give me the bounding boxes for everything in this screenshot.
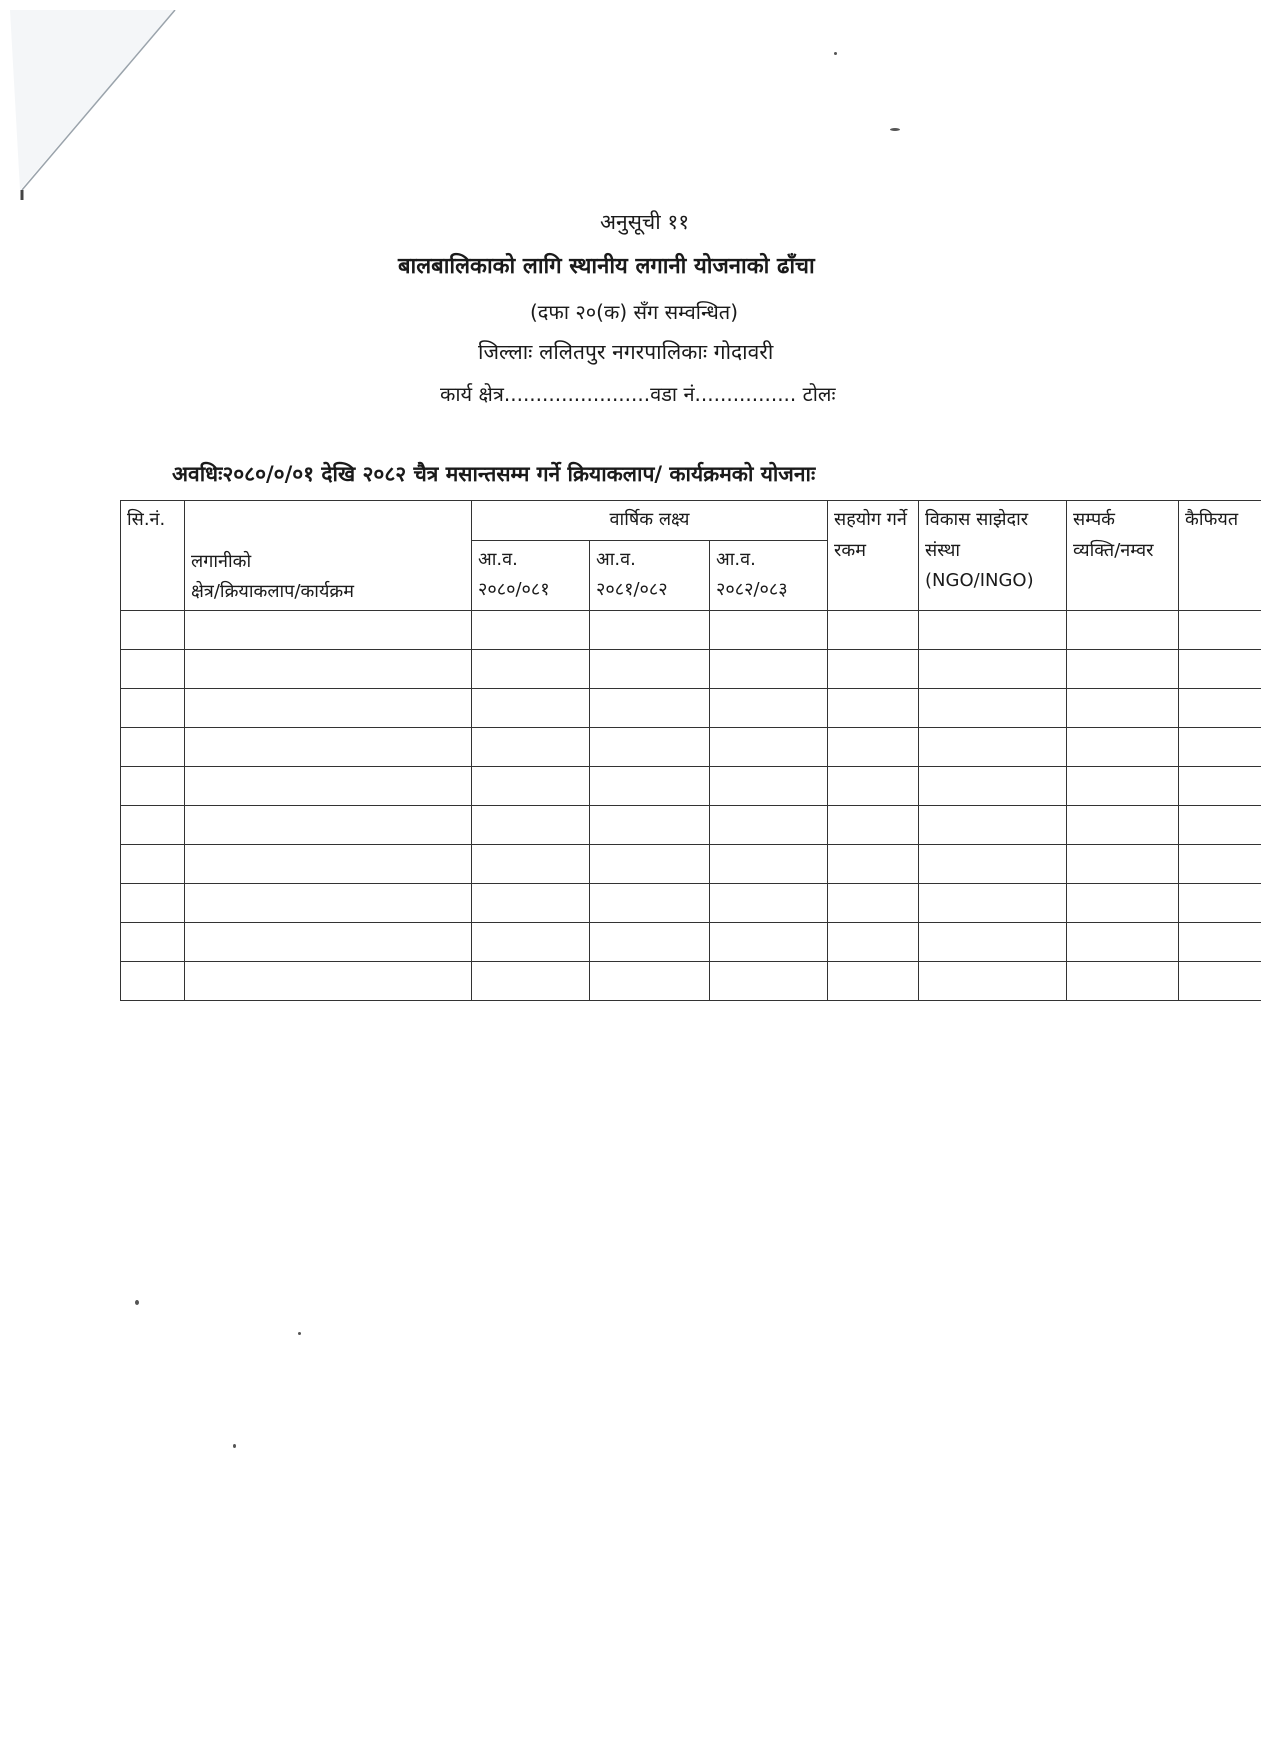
header-contact-line1: सम्पर्क <box>1073 509 1115 530</box>
scan-speck <box>890 128 900 131</box>
table-cell[interactable] <box>121 961 185 1000</box>
scan-fold-mark <box>10 10 180 200</box>
table-cell[interactable] <box>710 805 828 844</box>
table-cell[interactable] <box>472 805 590 844</box>
table-cell[interactable] <box>1067 883 1179 922</box>
section-reference: (दफा २०(क) सँग सम्वन्धित) <box>530 300 739 324</box>
table-cell[interactable] <box>1067 766 1179 805</box>
table-cell[interactable] <box>185 844 472 883</box>
table-cell[interactable] <box>590 727 710 766</box>
scan-speck <box>135 1300 139 1305</box>
fiscal-year-label: आ.व. <box>478 548 518 570</box>
table-cell[interactable] <box>710 649 828 688</box>
table-header-row <box>121 501 1261 541</box>
scan-speck <box>233 1444 236 1448</box>
document-title: बालबालिकाको लागि स्थानीय लगानी योजनाको ढाँचा <box>398 254 815 279</box>
table-cell[interactable] <box>121 883 185 922</box>
plan-heading: अवधिः२०८०/०/०१ देखि २०८२ चैत्र मसान्तसम्म गर्ने क्रियाकलाप/ कार्यक्रमको योजनाः <box>172 462 816 486</box>
table-cell[interactable] <box>828 766 919 805</box>
table-cell[interactable] <box>121 610 185 649</box>
table-cell[interactable] <box>472 610 590 649</box>
table-cell[interactable] <box>590 805 710 844</box>
table-cell[interactable] <box>919 610 1067 649</box>
table-cell[interactable] <box>1067 610 1179 649</box>
table-cell[interactable] <box>919 727 1067 766</box>
table-cell[interactable] <box>1179 922 1261 961</box>
fiscal-year-label: आ.व. <box>596 548 636 570</box>
table-cell[interactable] <box>828 805 919 844</box>
table-cell[interactable] <box>710 766 828 805</box>
table-cell[interactable] <box>590 649 710 688</box>
table-cell[interactable] <box>1179 649 1261 688</box>
table-cell[interactable] <box>1179 766 1261 805</box>
table-cell[interactable] <box>919 883 1067 922</box>
table-cell[interactable] <box>590 961 710 1000</box>
table-cell[interactable] <box>828 688 919 727</box>
location-line: जिल्लाः ललितपुर नगरपालिकाः गोदावरी <box>478 340 774 364</box>
table-cell[interactable] <box>472 649 590 688</box>
table-cell[interactable] <box>919 766 1067 805</box>
table-cell[interactable] <box>472 688 590 727</box>
fiscal-year-value: २०८२/०८३ <box>716 579 788 601</box>
table-cell[interactable] <box>919 844 1067 883</box>
table-cell[interactable] <box>710 727 828 766</box>
table-cell[interactable] <box>121 688 185 727</box>
table-cell[interactable] <box>710 922 828 961</box>
table-cell[interactable] <box>919 961 1067 1000</box>
header-partner-line1: विकास साझेदार <box>925 509 1029 530</box>
work-area-line: कार्य क्षेत्र.......................वडा नं................ टोलः <box>440 382 836 406</box>
table-cell[interactable] <box>1067 844 1179 883</box>
header-remarks: कैफियत <box>1179 501 1261 611</box>
table-cell[interactable] <box>1179 610 1261 649</box>
plan-table <box>120 500 1261 1001</box>
table-cell[interactable] <box>1067 961 1179 1000</box>
table-cell[interactable] <box>1179 805 1261 844</box>
table-cell[interactable] <box>121 649 185 688</box>
table-cell[interactable] <box>1067 688 1179 727</box>
table-row <box>121 727 1261 766</box>
header-partner-line3: (NGO/INGO) <box>925 570 1034 592</box>
schedule-number: अनुसूची ११ <box>600 210 690 234</box>
header-partner-line2: संस्था <box>925 539 961 561</box>
table-cell[interactable] <box>1179 961 1261 1000</box>
header-annual-target: वार्षिक लक्ष्य <box>472 501 828 541</box>
fiscal-year-value: २०८०/०८१ <box>478 579 550 601</box>
table-row <box>121 922 1261 961</box>
table-row <box>121 688 1261 727</box>
scan-speck <box>834 52 837 55</box>
table-row <box>121 844 1261 883</box>
header-contact-person <box>1067 501 1179 611</box>
table-cell[interactable] <box>472 883 590 922</box>
scan-speck <box>298 1332 301 1335</box>
table-cell[interactable] <box>710 610 828 649</box>
table-cell[interactable] <box>1179 844 1261 883</box>
table-cell[interactable] <box>472 961 590 1000</box>
table-cell[interactable] <box>919 688 1067 727</box>
table-cell[interactable] <box>1067 805 1179 844</box>
table-cell[interactable] <box>710 883 828 922</box>
header-investment-area <box>185 501 472 611</box>
table-cell[interactable] <box>710 844 828 883</box>
table-cell[interactable] <box>121 922 185 961</box>
table-cell[interactable] <box>590 922 710 961</box>
table-row <box>121 883 1261 922</box>
table-cell[interactable] <box>710 961 828 1000</box>
table-cell[interactable] <box>828 961 919 1000</box>
table-cell[interactable] <box>590 688 710 727</box>
table-cell[interactable] <box>710 688 828 727</box>
table-cell[interactable] <box>828 727 919 766</box>
table-cell[interactable] <box>185 727 472 766</box>
header-support-amount: सहयोग गर्ने रकम <box>828 501 919 611</box>
table-cell[interactable] <box>185 649 472 688</box>
table-row <box>121 961 1261 1000</box>
table-cell[interactable] <box>121 805 185 844</box>
table-cell[interactable] <box>919 922 1067 961</box>
header-development-partner <box>919 501 1067 611</box>
table-cell[interactable] <box>590 883 710 922</box>
table-cell[interactable] <box>185 805 472 844</box>
table-cell[interactable] <box>185 610 472 649</box>
fiscal-year-label: आ.व. <box>716 548 756 570</box>
header-serial-number: सि.नं. <box>121 501 185 611</box>
header-fiscal-year-1 <box>472 540 590 610</box>
table-cell[interactable] <box>1179 727 1261 766</box>
table-cell[interactable] <box>919 805 1067 844</box>
table-row <box>121 766 1261 805</box>
table-cell[interactable] <box>1067 649 1179 688</box>
table-row <box>121 805 1261 844</box>
table-cell[interactable] <box>185 961 472 1000</box>
table-cell[interactable] <box>1067 922 1179 961</box>
header-investment-area-line1: लगानीको <box>191 550 252 572</box>
header-investment-area-line2: क्षेत्र/क्रियाकलाप/कार्यक्रम <box>191 581 354 603</box>
table-row <box>121 649 1261 688</box>
table-cell[interactable] <box>590 610 710 649</box>
table-cell[interactable] <box>828 844 919 883</box>
table-cell[interactable] <box>1179 688 1261 727</box>
table-cell[interactable] <box>919 649 1067 688</box>
table-cell[interactable] <box>121 844 185 883</box>
table-cell[interactable] <box>828 922 919 961</box>
table-cell[interactable] <box>1067 727 1179 766</box>
table-cell[interactable] <box>472 766 590 805</box>
table-cell[interactable] <box>185 883 472 922</box>
table-cell[interactable] <box>828 610 919 649</box>
table-cell[interactable] <box>472 727 590 766</box>
table-row <box>121 610 1261 649</box>
table-cell[interactable] <box>185 688 472 727</box>
table-cell[interactable] <box>828 883 919 922</box>
table-cell[interactable] <box>185 922 472 961</box>
header-contact-line2: व्यक्ति/नम्वर <box>1073 539 1154 561</box>
table-cell[interactable] <box>828 649 919 688</box>
header-fiscal-year-2 <box>590 540 710 610</box>
table-cell[interactable] <box>590 844 710 883</box>
header-fiscal-year-3 <box>710 540 828 610</box>
table-cell[interactable] <box>121 727 185 766</box>
table-cell[interactable] <box>121 766 185 805</box>
table-cell[interactable] <box>590 766 710 805</box>
table-cell[interactable] <box>185 766 472 805</box>
table-cell[interactable] <box>1179 883 1261 922</box>
table-cell[interactable] <box>472 844 590 883</box>
table-cell[interactable] <box>472 922 590 961</box>
fiscal-year-value: २०८१/०८२ <box>596 579 668 601</box>
